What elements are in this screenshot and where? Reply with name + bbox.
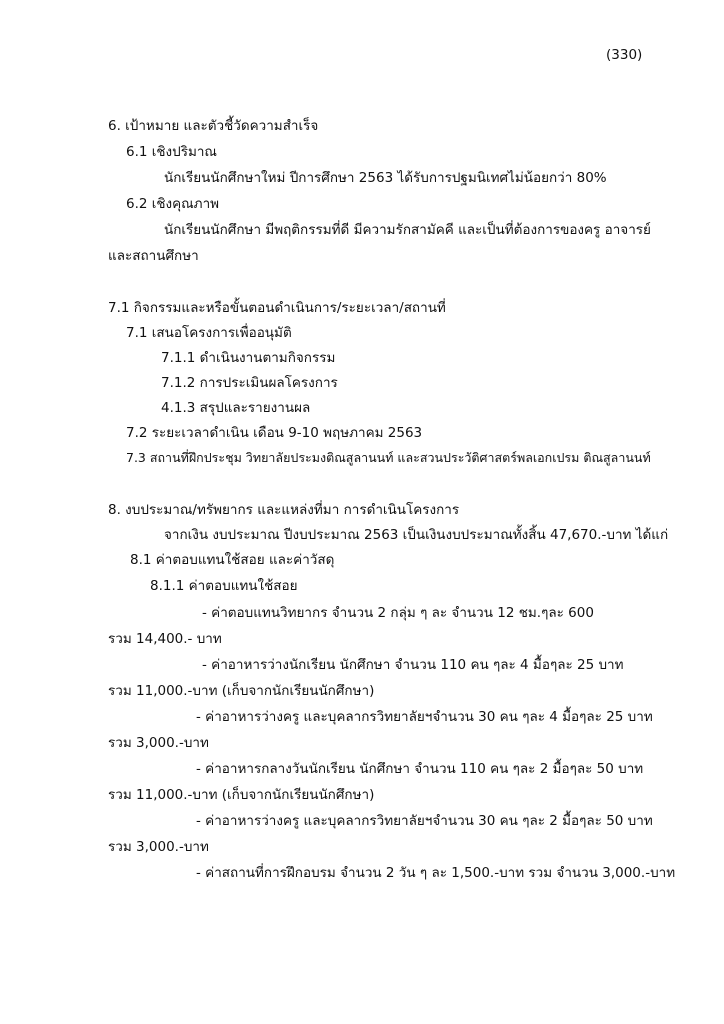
section-8-intro: จากเงิน งบประมาณ ปีงบประมาณ 2563 เป็นเงินงบประมาณทั้งสิ้น 47,670.-บาท ได้แก่ xyxy=(164,527,669,543)
cost-item-5-line1: - ค่าอาหารว่างครู และบุคลากรวิทยาลัยฯจำนวน 30 คน ๆละ 2 มื้อๆละ 50 บาท xyxy=(196,813,653,829)
section-4-1-3: 4.1.3 สรุปและรายงานผล xyxy=(161,400,311,416)
page-number: (330) xyxy=(606,47,643,63)
cost-item-3-line1: - ค่าอาหารว่างครู และบุคลากรวิทยาลัยฯจำนวน 30 คน ๆละ 4 มื้อๆละ 25 บาท xyxy=(196,709,653,725)
cost-item-4-line1: - ค่าอาหารกลางวันนักเรียน นักศึกษา จำนวน 110 คน ๆละ 2 มื้อๆละ 50 บาท xyxy=(196,761,644,777)
section-7-3: 7.3 สถานที่ฝึกประชุม วิทยาลัยประมงติณสูลานนท์ และสวนประวัติศาสตร์พลเอกเปรม ติณสูลานนท์ xyxy=(126,450,651,465)
section-8-1-1: 8.1.1 ค่าตอบแทนใช้สอย xyxy=(150,578,298,594)
section-7-1: 7.1 เสนอโครงการเพื่ออนุมัติ xyxy=(126,325,292,341)
cost-item-1-line2: รวม 14,400.- บาท xyxy=(108,631,222,647)
section-6-1-heading: 6.1 เชิงปริมาณ xyxy=(126,144,217,160)
section-8-heading: 8. งบประมาณ/ทรัพยากร และแหล่งที่มา การดำเนินโครงการ xyxy=(108,502,460,518)
section-6-2-heading: 6.2 เชิงคุณภาพ xyxy=(126,196,220,212)
section-7-2: 7.2 ระยะเวลาดำเนิน เดือน 9-10 พฤษภาคม 2563 xyxy=(126,425,423,441)
cost-item-6-line1: - ค่าสถานที่การฝึกอบรม จำนวน 2 วัน ๆ ละ 1,500.-บาท รวม จำนวน 3,000.-บาท xyxy=(196,865,676,881)
cost-item-4-line2: รวม 11,000.-บาท (เก็บจากนักเรียนนักศึกษา) xyxy=(108,787,375,803)
section-6-heading: 6. เป้าหมาย และตัวชี้วัดความสำเร็จ xyxy=(108,118,319,134)
section-6-2-text-line2: และสถานศึกษา xyxy=(108,248,199,264)
cost-item-1-line1: - ค่าตอบแทนวิทยากร จำนวน 2 กลุ่ม ๆ ละ จำนวน 12 ชม.ๆละ 600 xyxy=(202,605,594,621)
section-7-1-2: 7.1.2 การประเมินผลโครงการ xyxy=(161,375,338,391)
cost-item-3-line2: รวม 3,000.-บาท xyxy=(108,735,209,751)
cost-item-5-line2: รวม 3,000.-บาท xyxy=(108,839,209,855)
section-6-1-text: นักเรียนนักศึกษาใหม่ ปีการศึกษา 2563 ได้รับการปฐมนิเทศไม่น้อยกว่า 80% xyxy=(164,170,607,186)
cost-item-2-line2: รวม 11,000.-บาท (เก็บจากนักเรียนนักศึกษา) xyxy=(108,683,375,699)
section-6-2-text-line1: นักเรียนนักศึกษา มีพฤติกรรมที่ดี มีความรักสามัคคี และเป็นที่ต้องการของครู อาจารย์ xyxy=(164,222,651,238)
section-8-1: 8.1 ค่าตอบแทนใช้สอย และค่าวัสดุ xyxy=(130,552,335,568)
section-7-1-1: 7.1.1 ดำเนินงานตามกิจกรรม xyxy=(161,350,336,366)
section-7-heading: 7.1 กิจกรรมและหรือขั้นตอนดำเนินการ/ระยะเวลา/สถานที่ xyxy=(108,300,446,316)
cost-item-2-line1: - ค่าอาหารว่างนักเรียน นักศึกษา จำนวน 110 คน ๆละ 4 มื้อๆละ 25 บาท xyxy=(202,657,624,673)
